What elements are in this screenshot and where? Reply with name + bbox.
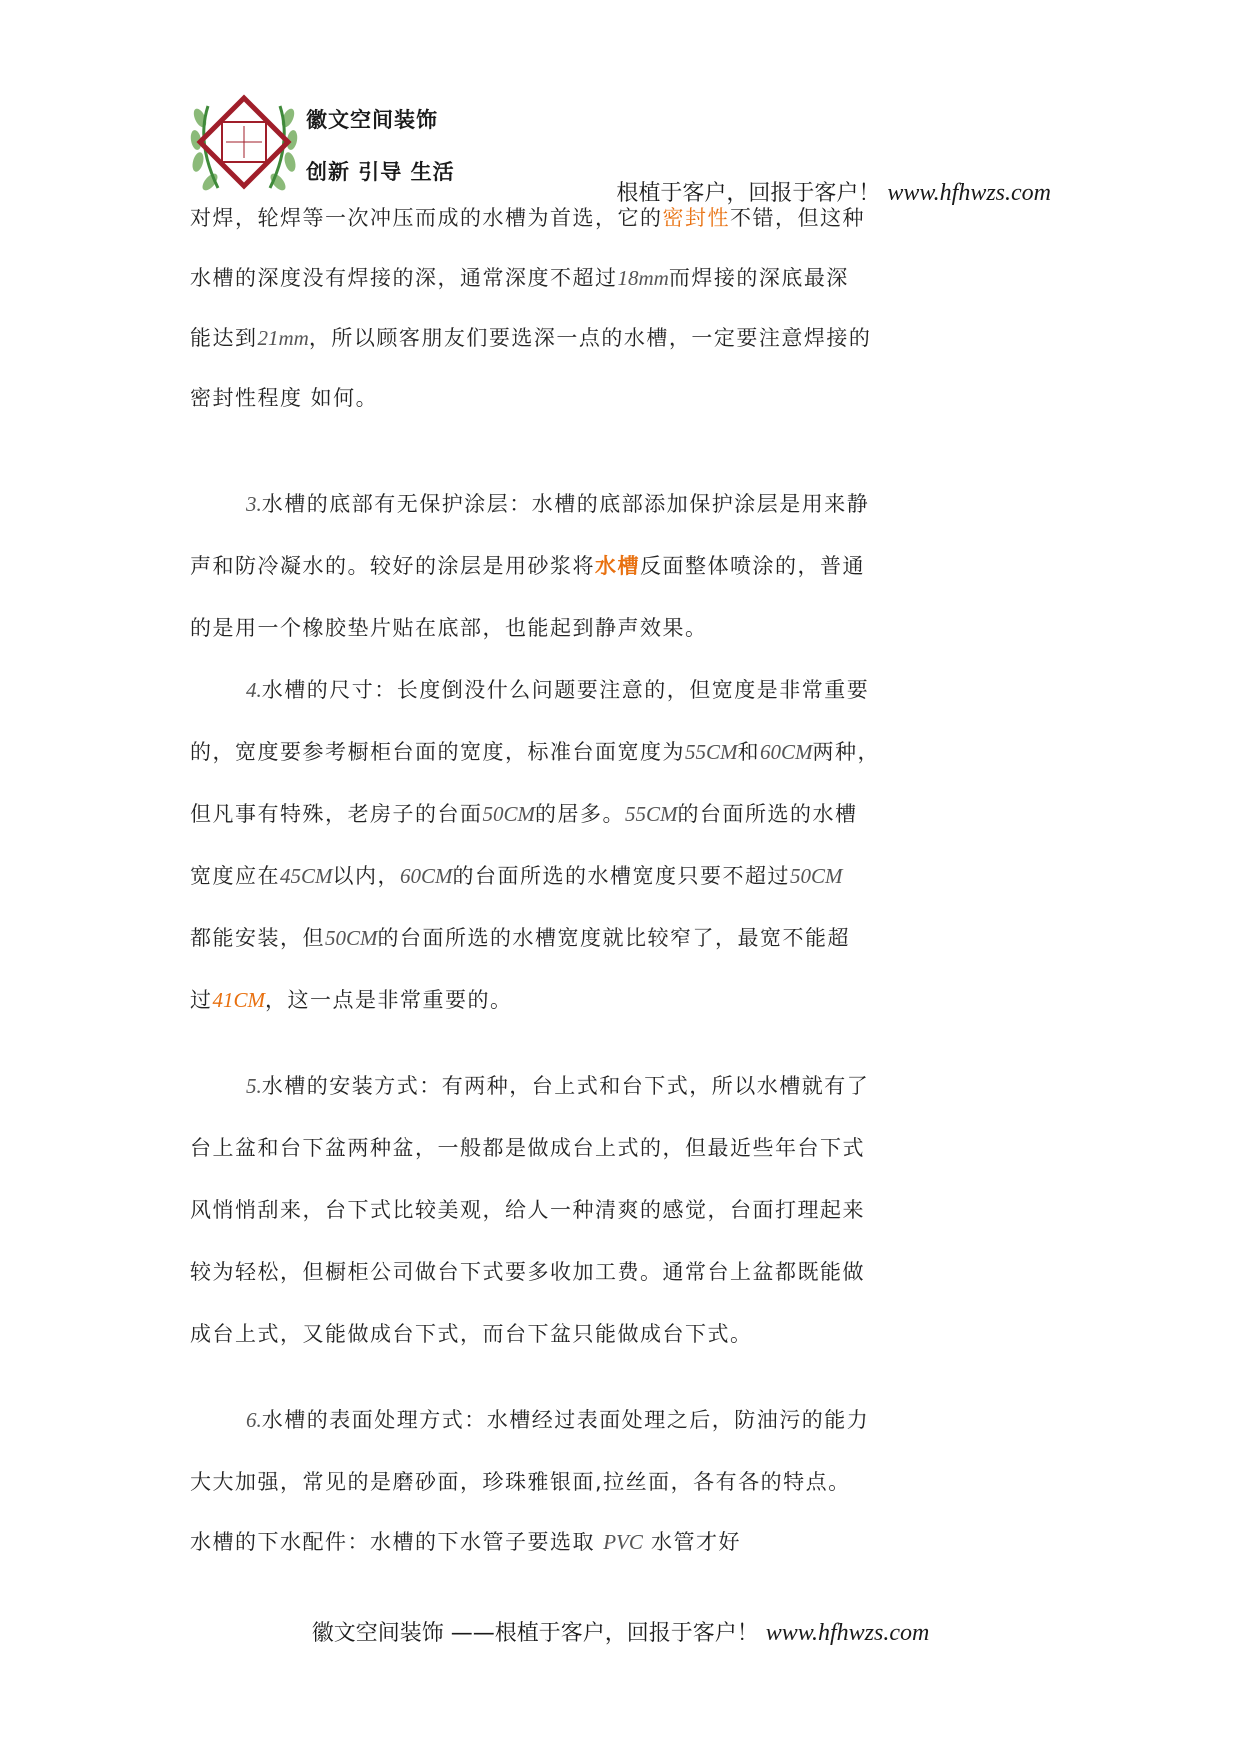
text: 风悄悄刮来，台下式比较美观，给人一种清爽的感觉，台面打理起来 <box>190 1198 865 1222</box>
number: 21mm <box>257 326 309 350</box>
keyword-link[interactable]: 水槽 <box>595 554 640 578</box>
footer-url: www.hfhwzs.com <box>765 1620 930 1646</box>
body-line <box>190 738 1052 766</box>
text: 水管才好 <box>642 1530 742 1554</box>
text: 密封性程度 如何。 <box>190 386 379 410</box>
header-url: www.hfhwzs.com <box>887 180 1051 206</box>
text: 声和防冷凝水的。较好的涂层是用砂浆将 <box>190 554 595 578</box>
body-line <box>190 1468 1052 1496</box>
footer-tagline: 根植于客户，回报于客户！ <box>494 1621 759 1646</box>
body-line <box>190 552 1052 580</box>
text: 而焊接的深底最深 <box>668 266 849 290</box>
body-line <box>190 1320 1052 1348</box>
text: 水槽的尺寸：长度倒没什么问题要注意的，但宽度是非常重要 <box>261 678 870 702</box>
number: 50CM <box>325 926 378 950</box>
body-line <box>190 384 1052 412</box>
item-number: 4. <box>246 678 262 702</box>
text: 宽度应在 <box>190 864 280 888</box>
text: 水槽的底部有无保护涂层：水槽的底部添加保护涂层是用来静 <box>261 492 870 516</box>
text: 都能安装，但 <box>190 926 325 950</box>
text: 水槽的下水配件：水槽的下水管子要选取 <box>190 1530 604 1554</box>
text: 的居多。 <box>535 802 625 826</box>
number: 60CM <box>760 740 813 764</box>
body-line <box>190 204 1052 232</box>
body-line <box>190 490 1052 518</box>
text: 的台面所选的水槽 <box>677 802 858 826</box>
text: 但凡事有特殊，老房子的台面 <box>190 802 483 826</box>
text: ，所以顾客朋友们要选深一点的水槽，一定要注意焊接的 <box>308 326 872 350</box>
logo-text-line2: 创新 引导 生活 <box>306 160 455 184</box>
text: 水槽的深度没有焊接的深，通常深度不超过 <box>190 266 618 290</box>
number: PVC <box>603 1530 643 1554</box>
body-line <box>190 800 1052 828</box>
text: 两种， <box>812 740 880 764</box>
footer-brand: 徽文空间装饰 <box>311 1621 444 1646</box>
text: 的台面所选的水槽宽度就比较窄了，最宽不能超 <box>377 926 850 950</box>
text: 的是用一个橡胶垫片贴在底部，也能起到静声效果。 <box>190 616 708 640</box>
body-line <box>190 1528 1052 1556</box>
keyword-highlight: 41CM <box>212 988 265 1012</box>
text: ，这一点是非常重要的。 <box>265 988 513 1012</box>
body-line <box>190 1072 1052 1100</box>
text: 过 <box>190 988 213 1012</box>
text: 较为轻松，但橱柜公司做台下式要多收加工费。通常台上盆都既能做 <box>190 1260 865 1284</box>
text: 的，宽度要参考橱柜台面的宽度，标准台面宽度为 <box>190 740 685 764</box>
number: 50CM <box>790 864 843 888</box>
text: 能达到 <box>190 326 258 350</box>
text: 水槽的表面处理方式：水槽经过表面处理之后，防油污的能力 <box>261 1408 870 1432</box>
body-line <box>190 264 1052 292</box>
body-line <box>190 1134 1052 1162</box>
number: 50CM <box>482 802 535 826</box>
keyword-highlight: 密封性 <box>662 206 730 230</box>
text: 对焊，轮焊等一次冲压而成的水槽为首选，它的 <box>190 206 663 230</box>
number: 55CM <box>625 802 678 826</box>
body-line <box>190 1258 1052 1286</box>
text: 台上盆和台下盆两种盆，一般都是做成台上式的，但最近些年台下式 <box>190 1136 865 1160</box>
number: 55CM <box>685 740 738 764</box>
body-line <box>190 1196 1052 1224</box>
text: 和 <box>737 740 760 764</box>
body-line <box>190 1406 1052 1434</box>
logo-text-line1: 徽文空间装饰 <box>306 108 438 132</box>
number: 60CM <box>400 864 453 888</box>
body-line <box>190 676 1052 704</box>
text: 反面整体喷涂的，普通 <box>640 554 865 578</box>
number: 18mm <box>617 266 669 290</box>
text: 大大加强，常见的是磨砂面，珍珠雅银面,拉丝面，各有各的特点。 <box>190 1470 851 1494</box>
item-number: 5. <box>246 1074 262 1098</box>
text: 水槽的安装方式：有两种，台上式和台下式，所以水槽就有了 <box>261 1074 870 1098</box>
item-number: 6. <box>246 1408 262 1432</box>
text: 不错，但这种 <box>730 206 865 230</box>
body-line <box>190 862 1052 890</box>
header-tagline-text: 根植于客户，回报于客户！ <box>616 181 881 206</box>
body-line <box>190 324 1052 352</box>
number: 45CM <box>280 864 333 888</box>
wheat-wreath-emblem-icon <box>188 88 300 198</box>
company-logo <box>188 88 455 198</box>
header-tagline <box>616 176 1051 207</box>
text: 以内， <box>332 864 400 888</box>
text: 成台上式，又能做成台下式，而台下盆只能做成台下式。 <box>190 1322 753 1346</box>
page-footer <box>0 1616 1241 1647</box>
body-line <box>190 986 1052 1014</box>
text: 的台面所选的水槽宽度只要不超过 <box>452 864 790 888</box>
footer-dash: —— <box>443 1621 495 1646</box>
item-number: 3. <box>246 492 262 516</box>
body-line <box>190 924 1052 952</box>
body-line <box>190 614 1052 642</box>
